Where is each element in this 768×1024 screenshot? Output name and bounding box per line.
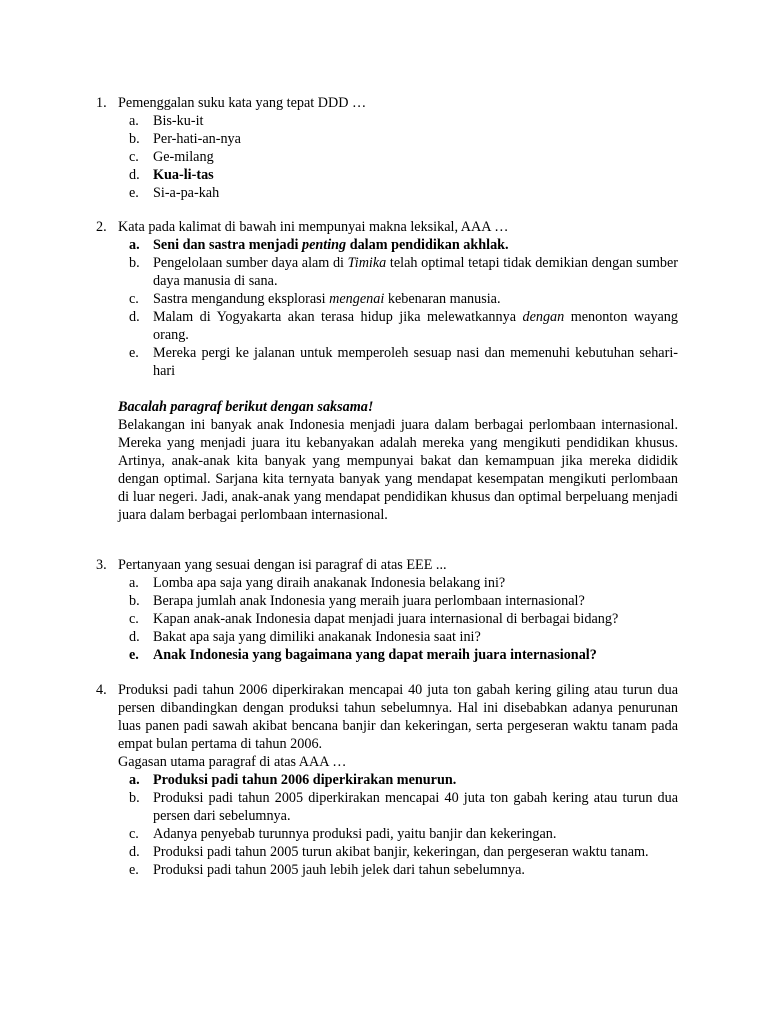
option-letter: d. <box>129 844 140 860</box>
option-text-emphasis: Timika <box>347 255 387 271</box>
option-text: Produksi padi tahun 2006 diperkirakan menurun. <box>153 772 457 788</box>
option-c <box>129 148 678 166</box>
option-list <box>129 236 678 380</box>
option-text-post: menonton wayang orang. <box>153 309 678 343</box>
option-a-answer <box>129 771 678 789</box>
option-letter: a. <box>129 237 140 253</box>
option-text: Kua-li-tas <box>153 167 214 183</box>
option-text: Produksi padi tahun 2005 turun akibat banjir, kekeringan, dan pergeseran waktu tanam. <box>153 844 649 860</box>
option-letter: a. <box>129 113 139 129</box>
option-text-post: kebenaran manusia. <box>384 291 501 307</box>
option-letter: e. <box>129 185 139 201</box>
option-letter: c. <box>129 291 139 307</box>
option-text <box>153 236 678 254</box>
option-a <box>129 112 678 130</box>
option-text-post: dalam pendidikan akhlak. <box>346 237 509 253</box>
option-text <box>153 308 678 344</box>
option-letter: e. <box>129 647 139 663</box>
question-text: Pertanyaan yang sesuai dengan isi paragraf di atas EEE ... <box>118 557 447 573</box>
option-text: Kapan anak-anak Indonesia dapat menjadi juara internasional di berbagai bidang? <box>153 611 619 627</box>
option-letter: b. <box>129 593 140 609</box>
option-text-pre: Malam di Yogyakarta akan terasa hidup jika melewatkannya <box>153 309 523 325</box>
passage-title: Bacalah paragraf berikut dengan saksama! <box>118 399 374 415</box>
option-c <box>129 610 678 628</box>
question-4 <box>96 681 678 879</box>
question-number: 1. <box>96 95 107 111</box>
option-letter: b. <box>129 255 140 271</box>
option-list <box>129 771 678 879</box>
option-text: Per-hati-an-nya <box>153 131 241 147</box>
option-letter: d. <box>129 309 140 325</box>
option-c <box>129 825 678 843</box>
option-text-pre: Sastra mengandung eksplorasi <box>153 291 330 307</box>
option-text <box>153 254 678 290</box>
option-text-emphasis: penting <box>302 237 347 253</box>
option-a <box>129 574 678 592</box>
option-list <box>129 112 678 202</box>
option-text: Lomba apa saja yang diraih anakanak Indonesia belakang ini? <box>153 575 506 591</box>
option-letter: b. <box>129 790 140 806</box>
passage-body: Belakangan ini banyak anak Indonesia menjadi juara dalam berbagai perlombaan internasional. Mereka yang menjadi juara itu kebanyakan adalah mereka yang mengikuti pendidikan khusus. Artinya, anak-anak kita banyak yang mempunyai bakat dan kemampuan jika mereka dididik dengan optimal. Sarjana kita ternyata banyak yang mendapat kesempatan mengikuti perlombaan di luar negeri. Jadi, anak-anak yang mendapat pendidikan khusus dan optimal berpeluang menjadi juara dalam berbagai perlombaan internasional. <box>118 417 678 523</box>
option-text: Mereka pergi ke jalanan untuk memperoleh sesuap nasi dan memenuhi kebutuhan sehari-hari <box>153 345 678 379</box>
option-letter: a. <box>129 575 139 591</box>
option-text: Adanya penyebab turunnya produksi padi, yaitu banjir dan kekeringan. <box>153 826 557 842</box>
option-e <box>129 861 678 879</box>
option-text: Anak Indonesia yang bagaimana yang dapat meraih juara internasional? <box>153 647 597 663</box>
option-letter: b. <box>129 131 140 147</box>
question-text: Pemenggalan suku kata yang tepat DDD … <box>118 95 367 111</box>
option-letter: d. <box>129 167 140 183</box>
option-text-pre: Pengelolaan sumber daya alam di <box>153 255 348 271</box>
option-b <box>129 789 678 825</box>
option-b <box>129 592 678 610</box>
question-2 <box>96 218 678 380</box>
option-b <box>129 130 678 148</box>
option-letter: c. <box>129 826 139 842</box>
option-text: Produksi padi tahun 2005 jauh lebih jelek dari tahun sebelumnya. <box>153 862 525 878</box>
option-d <box>129 843 678 861</box>
option-text <box>153 290 678 308</box>
option-d <box>129 308 678 344</box>
option-e <box>129 344 678 380</box>
question-1 <box>96 94 678 202</box>
question-number: 4. <box>96 682 107 698</box>
option-text-pre: Seni dan sastra menjadi <box>153 237 302 253</box>
option-text-emphasis: dengan <box>522 309 565 325</box>
option-text-emphasis: mengenai <box>329 291 385 307</box>
question-3 <box>96 556 678 664</box>
question-text: Produksi padi tahun 2006 diperkirakan mencapai 40 juta ton gabah kering giling atau turun dua persen dibandingkan dengan produksi tahun sebelumnya. Hal ini disebabkan adanya penurunan luas panen padi sawah akibat bencana banjir dan kekeringan, serta pergeseran waktu tanam pada empat bulan pertama di tahun 2006. <box>118 682 678 752</box>
question-stem: Gagasan utama paragraf di atas AAA … <box>118 754 347 770</box>
option-letter: e. <box>129 862 139 878</box>
question-text: Kata pada kalimat di bawah ini mempunyai makna leksikal, AAA … <box>118 219 509 235</box>
reading-passage <box>118 398 678 524</box>
option-b <box>129 254 678 290</box>
option-list <box>129 574 678 664</box>
option-e-answer <box>129 646 678 664</box>
option-text-post: telah optimal tetapi tidak demikian dengan sumber daya manusia di sana. <box>153 255 679 289</box>
option-letter: a. <box>129 772 140 788</box>
option-letter: c. <box>129 149 139 165</box>
option-text: Ge-milang <box>153 149 214 165</box>
option-text: Berapa jumlah anak Indonesia yang meraih juara perlombaan internasional? <box>153 593 585 609</box>
option-text: Produksi padi tahun 2005 diperkirakan mencapai 40 juta ton gabah kering atau turun dua persen dari sebelumnya. <box>153 790 678 824</box>
option-e <box>129 184 678 202</box>
option-d-answer <box>129 166 678 184</box>
option-d <box>129 628 678 646</box>
question-number: 2. <box>96 219 107 235</box>
question-number: 3. <box>96 557 107 573</box>
option-letter: e. <box>129 345 139 361</box>
option-text: Bakat apa saja yang dimiliki anakanak Indonesia saat ini? <box>153 629 481 645</box>
option-c <box>129 290 678 308</box>
option-letter: d. <box>129 629 140 645</box>
option-letter: c. <box>129 611 139 627</box>
option-text: Bis-ku-it <box>153 113 204 129</box>
option-a-answer <box>129 236 678 254</box>
option-text: Si-a-pa-kah <box>153 185 220 201</box>
